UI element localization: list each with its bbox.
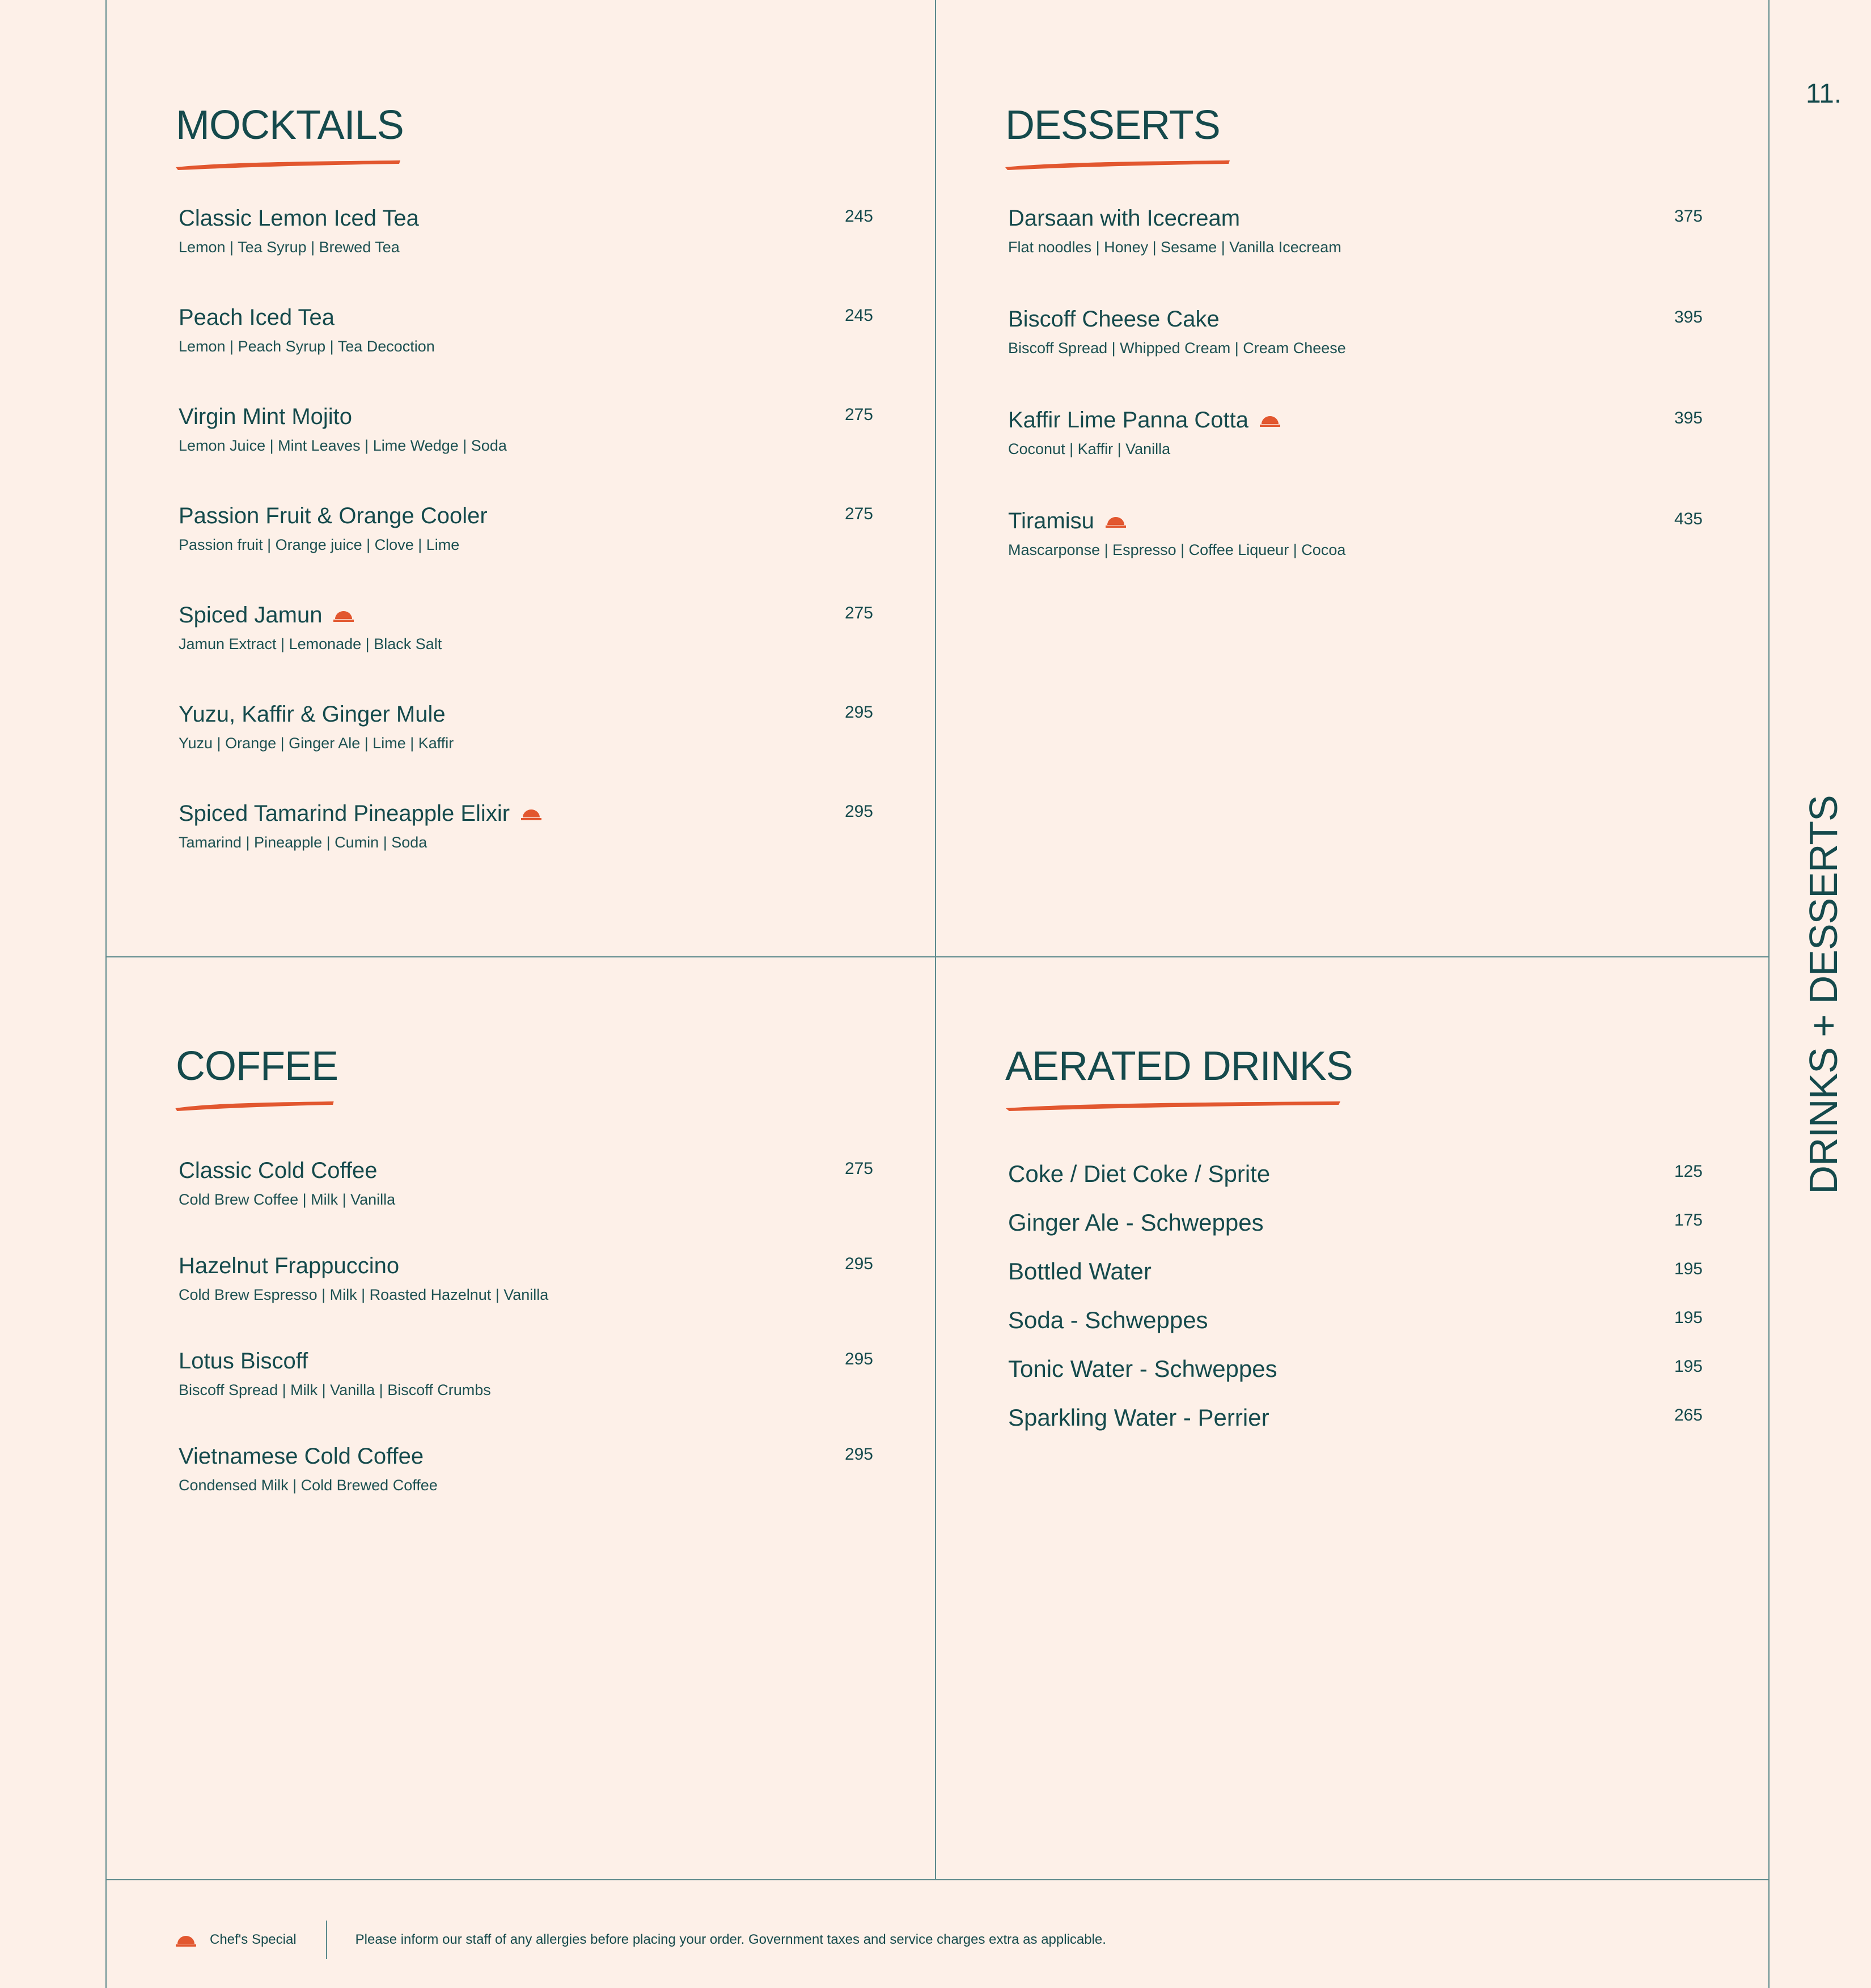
item-name-text: Soda - Schweppes bbox=[1008, 1307, 1208, 1333]
footer bbox=[176, 1921, 1106, 1959]
item-name bbox=[179, 604, 873, 626]
item-description: Flat noodles | Honey | Sesame | Vanilla Icecream bbox=[1008, 239, 1341, 256]
item-name-text: Hazelnut Frappuccino bbox=[179, 1253, 400, 1278]
menu-item bbox=[179, 1445, 873, 1493]
item-description: Yuzu | Orange | Ginger Ale | Lime | Kaffir bbox=[179, 735, 454, 752]
item-price: 295 bbox=[844, 1254, 873, 1273]
item-price: 275 bbox=[844, 604, 873, 622]
item-price: 275 bbox=[844, 1159, 873, 1178]
item-name bbox=[179, 703, 873, 726]
section-mocktails bbox=[176, 103, 879, 851]
item-name-text: Lotus Biscoff bbox=[179, 1349, 308, 1374]
item-name-text: Spiced Jamun bbox=[179, 603, 323, 628]
item-price: 175 bbox=[1674, 1211, 1703, 1230]
item-price: 195 bbox=[1674, 1308, 1703, 1327]
item-price: 395 bbox=[1674, 308, 1703, 327]
menu-item bbox=[179, 405, 873, 453]
item-name bbox=[179, 207, 873, 230]
chef-special-icon bbox=[521, 807, 541, 820]
menu-item bbox=[1008, 409, 1703, 457]
left-border bbox=[105, 0, 107, 1988]
item-price: 375 bbox=[1674, 207, 1703, 226]
item-name bbox=[179, 1445, 873, 1468]
menu-item bbox=[179, 1159, 873, 1207]
item-name-text: Tonic Water - Schweppes bbox=[1008, 1355, 1277, 1382]
item-name bbox=[1008, 1260, 1703, 1283]
center-divider bbox=[935, 0, 936, 1880]
item-name-text: Peach Iced Tea bbox=[179, 305, 335, 330]
section-desserts bbox=[1005, 103, 1708, 558]
item-description: Mascarponse | Espresso | Coffee Liqueur | Cocoa bbox=[1008, 541, 1346, 558]
item-name-text: Bottled Water bbox=[1008, 1258, 1152, 1285]
item-price: 295 bbox=[844, 703, 873, 722]
cloche-icon bbox=[176, 1933, 196, 1947]
item-description: Jamun Extract | Lemonade | Black Salt bbox=[179, 635, 442, 652]
item-name bbox=[1008, 207, 1703, 230]
item-name-text: Tiramisu bbox=[1008, 508, 1094, 533]
chef-special-icon bbox=[1106, 514, 1126, 528]
menu-item bbox=[1008, 1308, 1703, 1332]
item-description: Biscoff Spread | Whipped Cream | Cream Cheese bbox=[1008, 340, 1346, 357]
item-price: 125 bbox=[1674, 1162, 1703, 1181]
item-description: Biscoff Spread | Milk | Vanilla | Biscoff Crumbs bbox=[179, 1381, 491, 1398]
footer-divider bbox=[105, 1879, 1770, 1880]
item-price: 195 bbox=[1674, 1260, 1703, 1278]
item-name-text: Ginger Ale - Schweppes bbox=[1008, 1209, 1264, 1236]
menu-item bbox=[179, 802, 873, 850]
item-name-text: Biscoff Cheese Cake bbox=[1008, 307, 1220, 332]
menu-item bbox=[1008, 308, 1703, 356]
menu-item bbox=[179, 1350, 873, 1398]
item-name bbox=[1008, 1308, 1703, 1332]
item-name bbox=[179, 405, 873, 428]
menu-item bbox=[1008, 1162, 1703, 1186]
menu-item bbox=[179, 604, 873, 652]
menu-item bbox=[1008, 510, 1703, 558]
menu-item bbox=[179, 306, 873, 354]
brush-underline bbox=[175, 1099, 335, 1112]
item-name bbox=[1008, 409, 1703, 431]
menu-item bbox=[1008, 1406, 1703, 1430]
item-name-text: Passion Fruit & Orange Cooler bbox=[179, 503, 488, 528]
footer-separator bbox=[326, 1921, 327, 1959]
brush-underline bbox=[175, 158, 401, 171]
item-name bbox=[1008, 1357, 1703, 1381]
item-description: Lemon | Peach Syrup | Tea Decoction bbox=[179, 338, 435, 355]
chef-special-icon bbox=[1260, 413, 1280, 427]
item-name bbox=[179, 1350, 873, 1372]
item-description: Lemon | Tea Syrup | Brewed Tea bbox=[179, 239, 400, 256]
item-description: Passion fruit | Orange juice | Clove | Lime bbox=[179, 536, 460, 553]
item-name bbox=[1008, 1211, 1703, 1235]
item-price: 245 bbox=[844, 306, 873, 325]
item-description: Lemon Juice | Mint Leaves | Lime Wedge | Soda bbox=[179, 437, 507, 454]
item-name-text: Classic Cold Coffee bbox=[179, 1158, 378, 1183]
menu-item bbox=[1008, 1260, 1703, 1283]
menu-item bbox=[1008, 1357, 1703, 1381]
menu-item bbox=[1008, 207, 1703, 255]
item-description: Condensed Milk | Cold Brewed Coffee bbox=[179, 1477, 438, 1494]
item-price: 295 bbox=[844, 1445, 873, 1464]
menu-item bbox=[179, 505, 873, 553]
brush-underline bbox=[1004, 158, 1231, 171]
page-title: DRINKS + DESSERTS bbox=[1801, 795, 1845, 1194]
section-coffee bbox=[176, 1044, 879, 1494]
item-name bbox=[179, 1159, 873, 1182]
item-description: Coconut | Kaffir | Vanilla bbox=[1008, 440, 1171, 457]
item-name-text: Spiced Tamarind Pineapple Elixir bbox=[179, 801, 510, 826]
chef-special-legend-label: Chef's Special bbox=[210, 1932, 297, 1947]
middle-divider bbox=[105, 956, 1770, 957]
item-description: Cold Brew Coffee | Milk | Vanilla bbox=[179, 1191, 396, 1208]
item-name-text: Sparkling Water - Perrier bbox=[1008, 1404, 1269, 1431]
item-name bbox=[1008, 510, 1703, 532]
item-name bbox=[179, 505, 873, 527]
item-description: Tamarind | Pineapple | Cumin | Soda bbox=[179, 834, 427, 851]
item-name-text: Yuzu, Kaffir & Ginger Mule bbox=[179, 702, 446, 727]
item-name-text: Coke / Diet Coke / Sprite bbox=[1008, 1160, 1271, 1187]
item-price: 275 bbox=[844, 505, 873, 523]
item-price: 245 bbox=[844, 207, 873, 226]
menu-item bbox=[179, 207, 873, 255]
item-name bbox=[1008, 1162, 1703, 1186]
chef-special-icon bbox=[333, 608, 354, 622]
item-description: Cold Brew Espresso | Milk | Roasted Hazelnut | Vanilla bbox=[179, 1286, 549, 1303]
item-price: 295 bbox=[844, 1350, 873, 1368]
menu-item bbox=[179, 703, 873, 751]
page-number: 11. bbox=[1806, 79, 1842, 109]
item-name bbox=[1008, 308, 1703, 330]
menu-item bbox=[179, 1254, 873, 1303]
item-name-text: Darsaan with Icecream bbox=[1008, 206, 1241, 231]
item-price: 195 bbox=[1674, 1357, 1703, 1376]
item-name-text: Kaffir Lime Panna Cotta bbox=[1008, 408, 1248, 433]
right-border bbox=[1768, 0, 1770, 1988]
item-price: 295 bbox=[844, 802, 873, 821]
section-title: DESSERTS bbox=[1005, 103, 1220, 148]
item-price: 265 bbox=[1674, 1406, 1703, 1425]
brush-underline bbox=[1004, 1099, 1342, 1112]
footer-note: Please inform our staff of any allergies before placing your order. Government taxes and service charges extra as applicable. bbox=[355, 1932, 1106, 1947]
item-name bbox=[1008, 1406, 1703, 1430]
item-name-text: Classic Lemon Iced Tea bbox=[179, 206, 419, 231]
section-aerated-drinks bbox=[1005, 1044, 1708, 1431]
item-name bbox=[179, 306, 873, 329]
section-title: AERATED DRINKS bbox=[1005, 1044, 1353, 1089]
item-name-text: Vietnamese Cold Coffee bbox=[179, 1444, 424, 1469]
item-name bbox=[179, 802, 873, 825]
item-price: 435 bbox=[1674, 510, 1703, 528]
item-price: 395 bbox=[1674, 409, 1703, 427]
item-name-text: Virgin Mint Mojito bbox=[179, 404, 353, 429]
item-name bbox=[179, 1254, 873, 1277]
menu-item bbox=[1008, 1211, 1703, 1235]
section-title: COFFEE bbox=[176, 1044, 338, 1089]
item-price: 275 bbox=[844, 405, 873, 424]
section-title: MOCKTAILS bbox=[176, 103, 404, 148]
